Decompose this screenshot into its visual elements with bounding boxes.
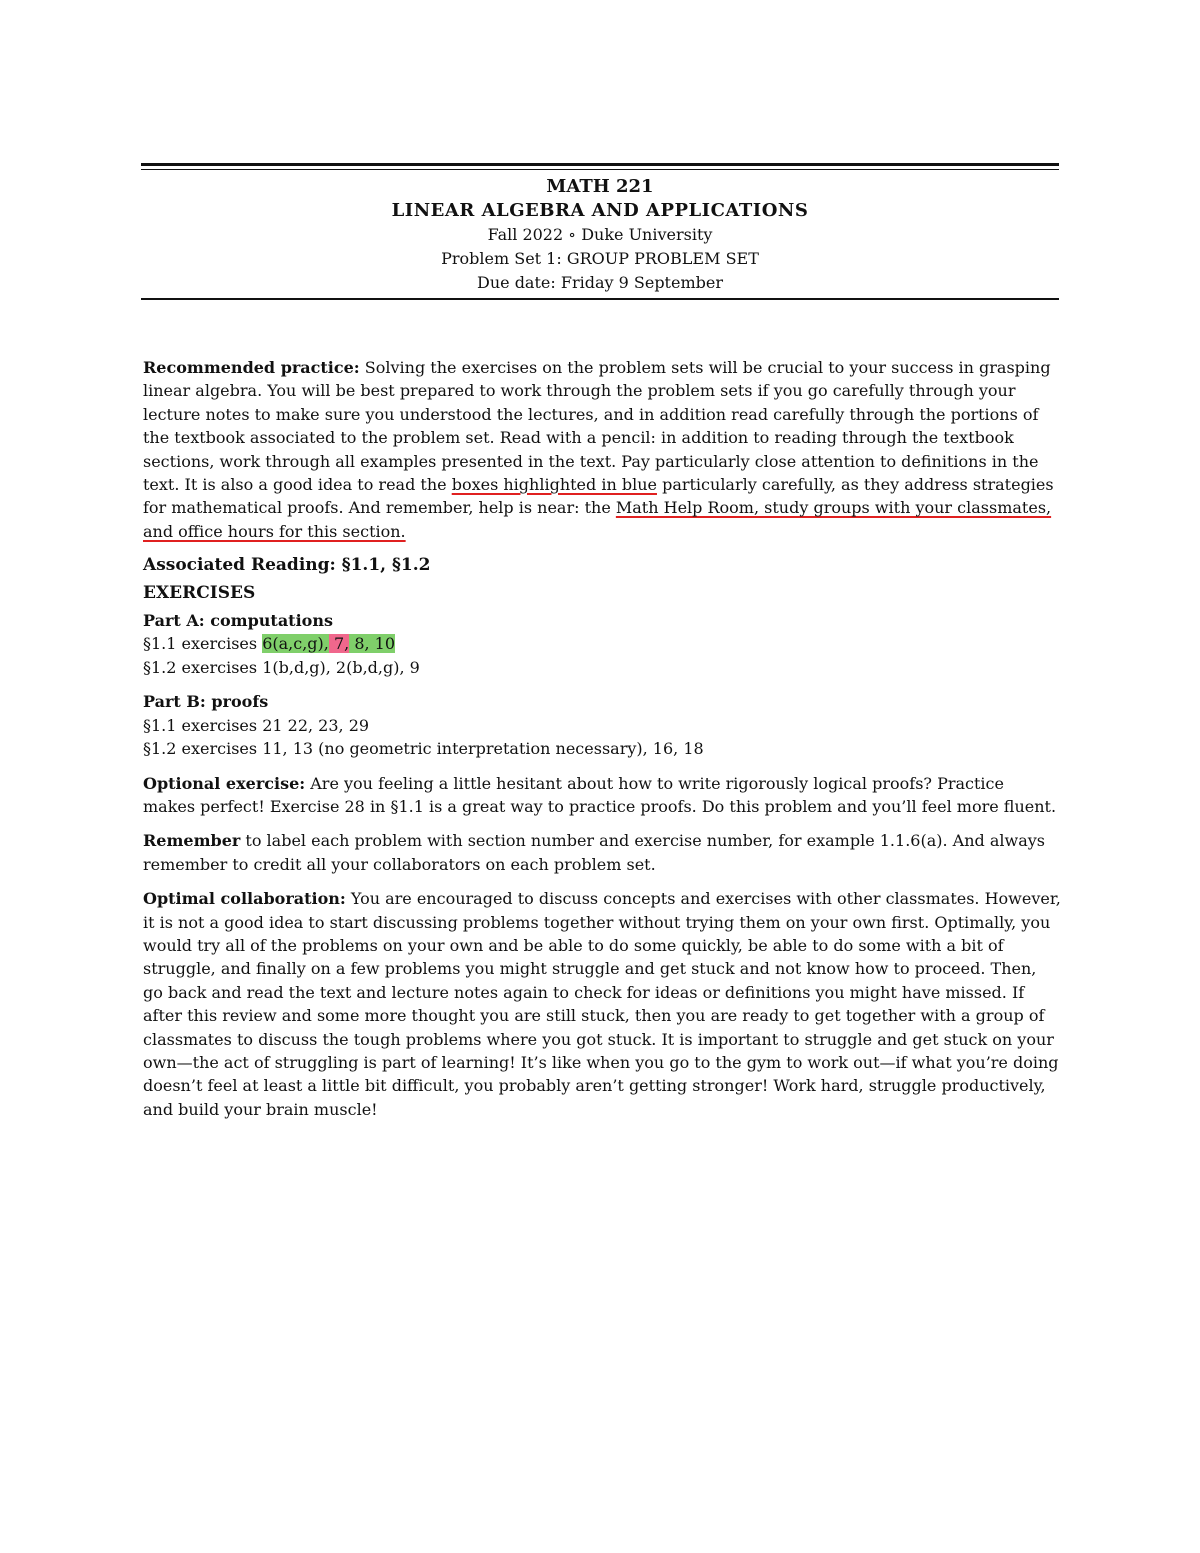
problem-set-title: Problem Set 1: GROUP PROBLEM SET <box>441 249 759 268</box>
underlined-boxes-text: boxes highlighted in blue <box>451 475 657 495</box>
term-line <box>141 223 1059 247</box>
term-separator: ∘ <box>568 225 577 244</box>
optimal-collaboration-text: You are encouraged to discuss concepts and exercises with other classmates. However, it is not a good idea to start discussing problems together without trying them on your own first. Optimally, you would try all of the problems on your own and be able to do some quickly, be able to do some with a bit of struggle, and finally on a few problems you might struggle and get stuck and not know how to proceed. Then, go back and read the text and lecture notes again to check for ideas or definitions you might have missed. If after this review and some more thought you are still stuck, then you are ready to get together with a group of classmates to discuss the tough problems where you got stuck. It is important to struggle and get stuck on your own—the act of struggling is part of learning! It’s like when you go to the gym to work out—if what you’re doing doesn’t feel at least a little bit difficult, you probably aren’t getting stronger! Work hard, struggle productively, and build your brain muscle! <box>143 889 1061 1119</box>
part-b-block <box>143 690 1061 760</box>
part-a-title: computations <box>204 611 333 631</box>
document-body <box>143 356 1061 1132</box>
recommended-practice-label: Recommended practice: <box>143 358 360 377</box>
recommended-text-1: Solving the exercises on the problem sets will be crucial to your success in grasping linear algebra. You will be best prepared to work through the problem sets if you go carefully through your lecture notes to make sure you understood the lectures, and in addition read carefully through the portions of the textbook associated to the problem set. Read with a pencil: in addition to reading through the textbook sections, work through all examples presented in the text. Pay particularly close attention to definitions in the text. It is also a good idea to read the <box>143 358 1051 495</box>
part-a-heading <box>143 609 1061 632</box>
exercises-heading: EXERCISES <box>143 582 256 603</box>
remember-label: Remember <box>143 831 241 851</box>
remember-text: to label each problem with section number and exercise number, for example 1.1.6(a). And always remember to credit all your collaborators on each problem set. <box>143 831 1045 874</box>
part-a-label: Part A: <box>143 611 205 631</box>
associated-reading: Associated Reading: §1.1, §1.2 <box>143 555 431 576</box>
highlight-green-exercise-6: 6(a,c,g), <box>262 634 329 654</box>
optional-exercise-label: Optional exercise: <box>143 773 306 793</box>
part-a-line-2: §1.2 exercises 1(b,d,g), 2(b,d,g), 9 <box>143 657 420 677</box>
part-b-heading <box>143 690 1061 713</box>
part-a-line-1 <box>143 632 1061 655</box>
course-title: LINEAR ALGEBRA AND APPLICATIONS <box>391 200 809 221</box>
part-a-block <box>143 609 1061 679</box>
highlight-green-exercises-8-10: 8, 10 <box>349 634 396 654</box>
optimal-collaboration-label: Optimal collaboration: <box>143 889 346 909</box>
optional-exercise-paragraph <box>143 772 1061 819</box>
recommended-practice-paragraph <box>143 356 1061 543</box>
bottom-rule <box>141 298 1059 300</box>
optimal-collaboration-paragraph <box>143 887 1061 1121</box>
university: Duke University <box>581 225 713 244</box>
part-b-title: proofs <box>205 692 269 712</box>
document-header <box>141 175 1059 295</box>
top-rule-thick <box>141 163 1059 166</box>
underlined-help-text: Math Help Room, study groups with your classmates, and office hours for this section. <box>143 498 1052 541</box>
part-b-line-2: §1.2 exercises 11, 13 (no geometric interpretation necessary), 16, 18 <box>143 739 704 759</box>
part-a-line-1-prefix: §1.1 exercises <box>143 634 263 654</box>
course-number: MATH 221 <box>546 176 654 197</box>
highlight-red-exercise-7: 7, <box>328 634 350 654</box>
term: Fall 2022 <box>487 225 564 244</box>
remember-paragraph <box>143 829 1061 876</box>
part-b-label: Part B: <box>143 692 206 712</box>
top-rule-thin <box>141 169 1059 170</box>
recommended-text-2: particularly carefully, as they address strategies for mathematical proofs. And remember, help is near: the <box>143 475 1054 518</box>
due-date: Due date: Friday 9 September <box>477 273 723 292</box>
optional-exercise-text: Are you feeling a little hesitant about how to write rigorously logical proofs? Practice makes perfect! Exercise 28 in §1.1 is a great way to practice proofs. Do this problem and you’ll feel more fluent. <box>143 773 1057 816</box>
part-b-line-1: §1.1 exercises 21 22, 23, 29 <box>143 715 370 735</box>
